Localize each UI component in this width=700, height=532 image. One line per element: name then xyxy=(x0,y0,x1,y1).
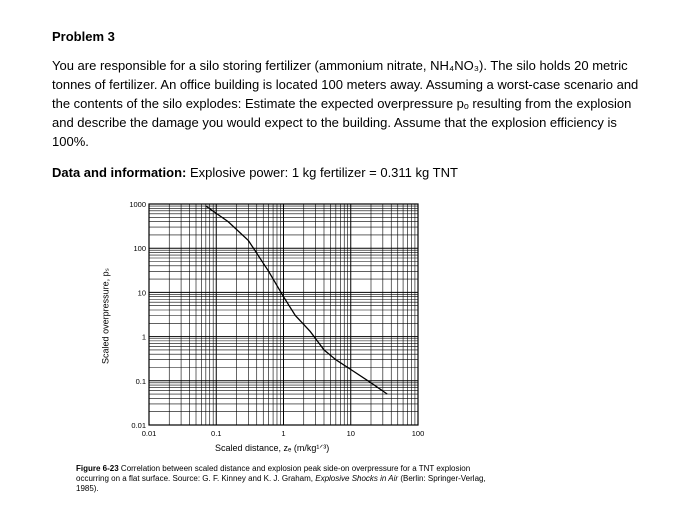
y-tick-label: 1000 xyxy=(129,200,146,209)
figure-label: Figure 6-23 xyxy=(76,464,119,473)
x-tick-label: 10 xyxy=(346,429,355,438)
x-tick-label: 1 xyxy=(281,429,286,438)
x-tick-label: 0.1 xyxy=(211,429,222,438)
y-tick-label: 10 xyxy=(137,288,146,298)
data-information xyxy=(52,165,458,180)
data-label: Data and information: xyxy=(52,165,187,180)
problem-statement: You are responsible for a silo storing fertilizer (ammonium nitrate, NH₄NO₃). The silo holds 20 metric tonnes of fertilizer. An office building is located 100 meters away. Assuming a worst-case scenario and the contents of the silo explodes: Estimate the expected overpressure pₒ resulting from the explosion and describe the damage you would expect to the building. Assume that the explosion efficiency is 100%. xyxy=(52,58,639,149)
overpressure-curve xyxy=(206,206,387,394)
problem-title: Problem 3 xyxy=(52,29,115,44)
x-axis-label: Scaled distance, zₑ (m/kg¹ᐟ³) xyxy=(215,443,330,453)
y-tick-label: 100 xyxy=(133,244,146,254)
y-tick-label: 0.01 xyxy=(131,421,146,430)
x-tick-label: 100 xyxy=(411,429,425,438)
y-tick-label: 1 xyxy=(141,332,146,342)
y-axis-label: Scaled overpressure, pₛ xyxy=(100,268,111,364)
x-tick-label: 0.01 xyxy=(141,429,157,438)
data-text: Explosive power: 1 kg fertilizer = 0.311 kg TNT xyxy=(186,165,458,180)
figure-source-tail: (Berlin: Springer-Verlag, 1985). xyxy=(76,474,486,493)
figure-source-title: Explosive Shocks in Air xyxy=(315,474,399,483)
y-tick-label: 0.1 xyxy=(135,376,146,386)
figure-caption xyxy=(76,464,496,494)
overpressure-chart xyxy=(100,190,440,440)
figure-caption-text: Correlation between scaled distance and explosion peak side-on overpressure for a TNT explosion occurring on a flat surface. Source: G. F. Kinney and K. J. Graham, xyxy=(76,464,471,483)
